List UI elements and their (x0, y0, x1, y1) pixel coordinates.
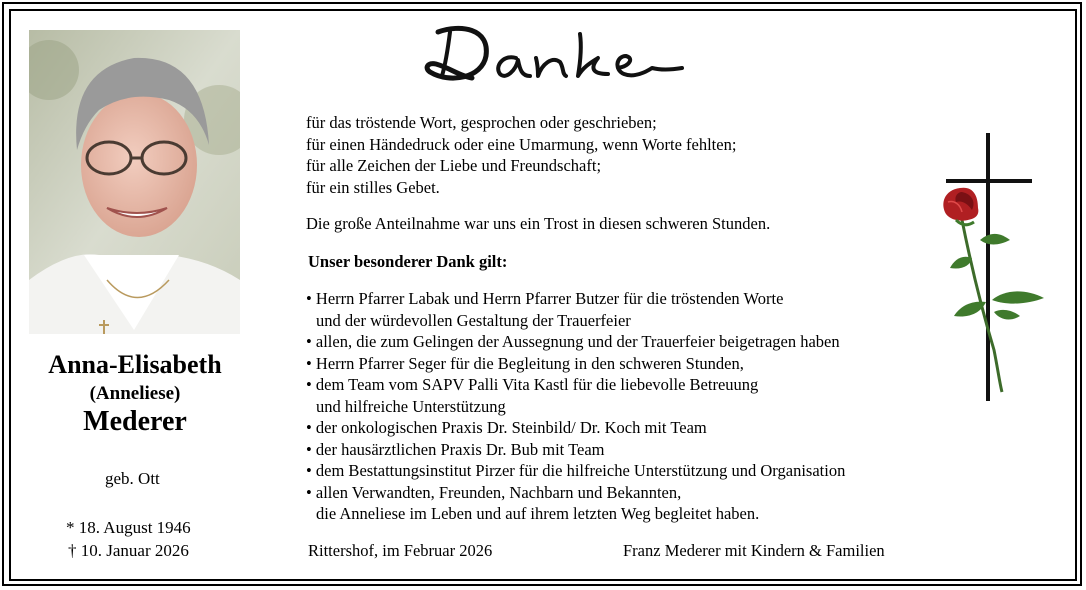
thanks-line: • Herrn Pfarrer Seger für die Begleitung in den schweren Stunden, (306, 353, 744, 373)
intro-line: für einen Händedruck oder eine Umarmung, wenn Worte fehlten; (306, 134, 737, 154)
intro-line: für ein stilles Gebet. (306, 177, 440, 197)
intro-line: für das tröstende Wort, gesprochen oder geschrieben; (306, 113, 657, 132)
thanks-list (306, 288, 845, 525)
thanks-line: die Anneliese im Leben und auf ihrem letzten Weg begleitet haben. (316, 504, 760, 523)
thanks-line: und der würdevollen Gestaltung der Trauerfeier (316, 310, 631, 330)
thanks-line: • allen Verwandten, Freunden, Nachbarn und Bekannten, (306, 482, 682, 502)
special-thanks-heading: Unser besonderer Dank gilt: (308, 252, 508, 271)
family-signature: Franz Mederer mit Kindern & Familien (623, 541, 885, 560)
born-name: geb. Ott (105, 469, 160, 488)
deceased-first-name: Anna-Elisabeth (48, 350, 222, 379)
birth-date: * 18. August 1946 (66, 518, 191, 537)
thanks-line: • der onkologischen Praxis Dr. Steinbild/ Dr. Koch mit Team (306, 418, 707, 437)
portrait-photo (29, 30, 240, 334)
thanks-line: • dem Team vom SAPV Palli Vita Kastl für die liebevolle Betreuung (306, 375, 759, 394)
intro-line: für alle Zeichen der Liebe und Freundschaft; (306, 156, 602, 175)
thanks-line: • Herrn Pfarrer Labak und Herrn Pfarrer Butzer für die tröstenden Worte (306, 289, 784, 308)
death-date: † 10. Januar 2026 (68, 541, 189, 560)
thanks-line: und hilfreiche Unterstützung (316, 396, 506, 416)
place-date: Rittershof, im Februar 2026 (308, 541, 493, 560)
comfort-line: Die große Anteilnahme war uns ein Trost in diesen schweren Stunden. (306, 214, 771, 233)
deceased-nickname: (Anneliese) (89, 383, 181, 404)
deceased-last-name: Mederer (83, 406, 187, 437)
thanks-line: • dem Bestattungsinstitut Pirzer für die hilfreiche Unterstützung und Organisation (306, 461, 846, 480)
heading-danke (420, 18, 690, 94)
thanks-line: • allen, die zum Gelingen der Aussegnung und der Trauerfeier beigetragen haben (306, 332, 840, 351)
cross-with-rose-image (932, 130, 1054, 405)
thanks-line: • der hausärztlichen Praxis Dr. Bub mit Team (306, 439, 605, 459)
intro-text (306, 112, 736, 198)
